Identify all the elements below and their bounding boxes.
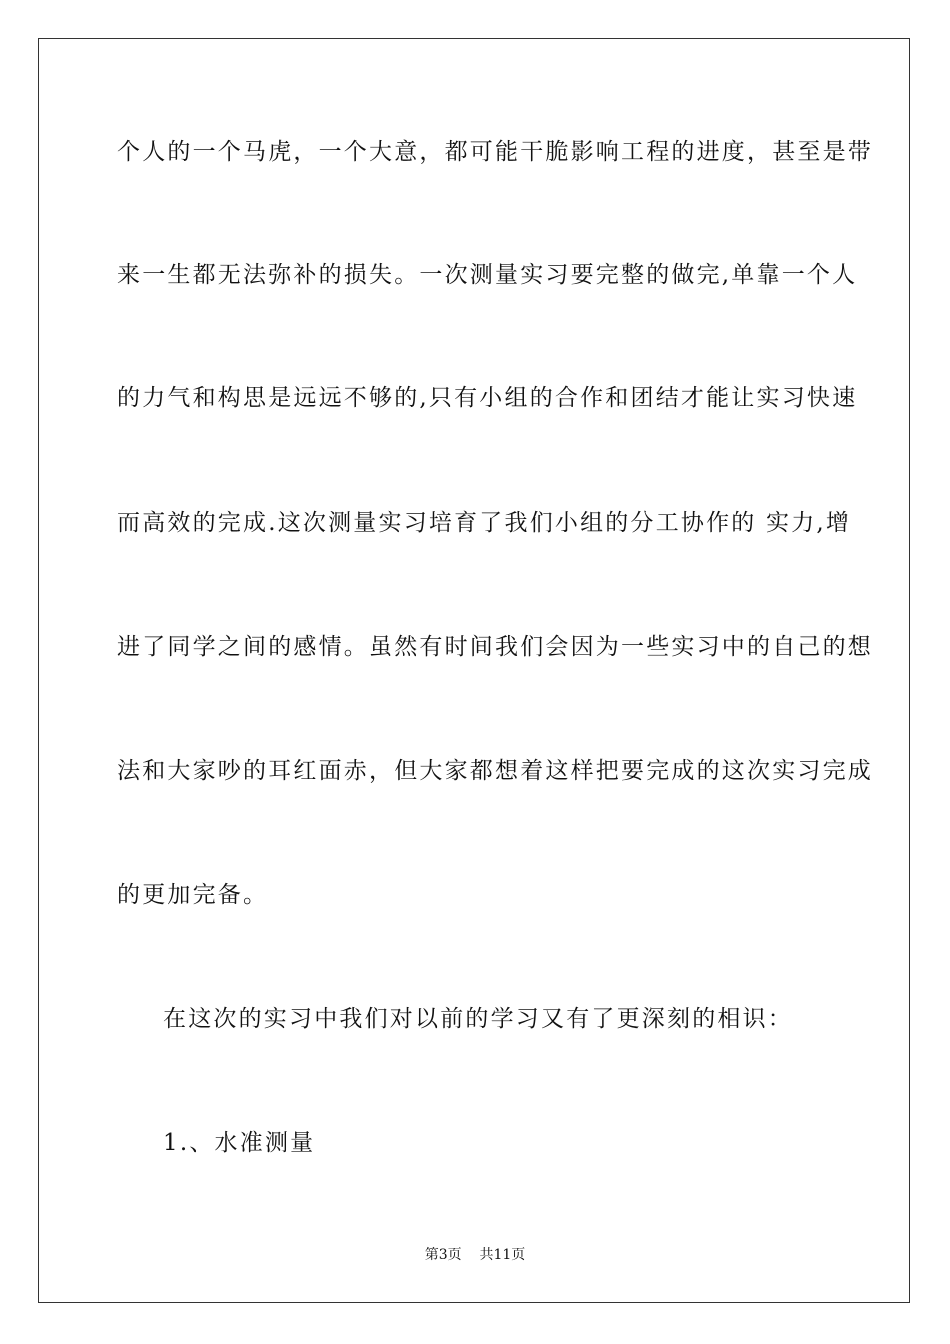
body-text-line: 法和大家吵的耳红面赤，但大家都想着这样把要完成的这次实习完成 [117,758,873,784]
body-text-line: 的更加完备。 [117,882,269,908]
body-text-line: 来一生都无法弥补的损失。一次测量实习要完整的做完,单靠一个人 [117,262,858,288]
body-text-line: 的力气和构思是远远不够的,只有小组的合作和团结才能让实习快速 [117,385,858,411]
section-heading: 1.、水准测量 [163,1130,316,1156]
body-text-line: 个人的一个马虎，一个大意，都可能干脆影响工程的进度，甚至是带 [117,139,873,165]
body-text-line: 而高效的完成.这次测量实习培育了我们小组的分工协作的 实力,增 [117,510,852,536]
page-number-footer: 第3页 共11页 [424,1247,526,1263]
body-text-line: 进了同学之间的感情。虽然有时间我们会因为一些实习中的自己的想 [117,634,873,660]
page-border [38,38,910,1303]
intro-paragraph: 在这次的实习中我们对以前的学习又有了更深刻的相识： [163,1006,793,1032]
